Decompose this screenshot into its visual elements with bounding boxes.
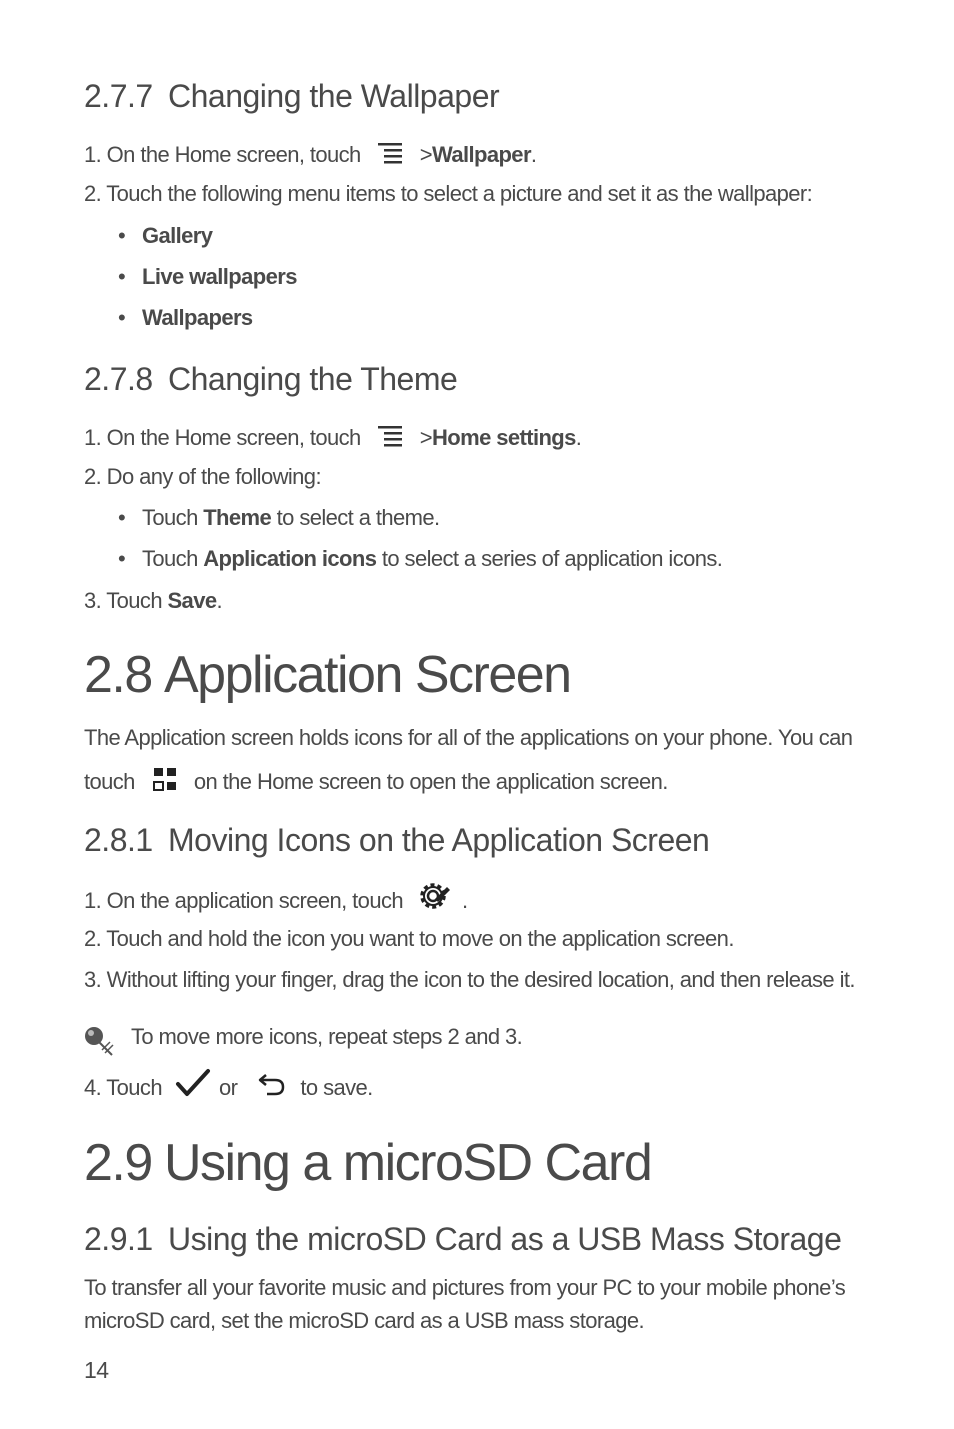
section-number: 2.9.1	[84, 1221, 153, 1257]
option-theme: Theme	[203, 505, 272, 530]
back-arrow-icon	[257, 1071, 287, 1103]
section-title: Using the microSD Card as a USB Mass Storage	[168, 1221, 842, 1257]
checkmark-icon	[175, 1068, 211, 1104]
section-title: Changing the Wallpaper	[168, 78, 500, 114]
gear-icon	[417, 879, 453, 919]
section-heading-2-9-1	[84, 1221, 841, 1258]
move-icons-step-2: 2. Touch and hold the icon you want to move on the application screen.	[84, 926, 734, 951]
section-title: Changing the Theme	[168, 361, 458, 397]
theme-step-1	[84, 423, 581, 455]
text: Touch	[142, 505, 204, 530]
menu-icon	[376, 140, 406, 172]
menu-item-wallpapers: Wallpapers	[142, 305, 253, 330]
text: .	[462, 887, 468, 913]
menu-item-home-settings: Home settings	[431, 424, 576, 450]
option-save: Save	[167, 588, 217, 613]
menu-item-gallery: Gallery	[142, 223, 213, 248]
app-screen-paragraph-line-1: The Application screen holds icons for all of the applications on your phone. You can	[84, 725, 853, 750]
bullet: •	[118, 264, 126, 289]
move-icons-step-3: 3. Without lifting your finger, drag the icon to the desired location, and then release it.	[84, 967, 855, 992]
bullet: •	[118, 305, 126, 330]
move-icons-step-4	[84, 1074, 373, 1104]
section-title: Moving Icons on the Application Screen	[168, 822, 710, 858]
step-punct: .	[530, 141, 537, 167]
list-item	[118, 264, 297, 290]
text: 3. Touch	[84, 588, 168, 613]
text: .	[216, 588, 222, 613]
theme-step-2: 2. Do any of the following:	[84, 464, 321, 489]
wallpaper-step-1	[84, 140, 536, 172]
usb-storage-paragraph-line-2: microSD card, set the microSD card as a USB mass storage.	[84, 1308, 644, 1333]
tip-icon	[84, 1024, 118, 1063]
bullet: •	[118, 505, 126, 530]
step-text: 1. On the Home screen, touch	[84, 141, 361, 167]
section-number: 2.7.8	[84, 361, 153, 397]
list-item	[118, 223, 212, 249]
menu-item-live-wallpapers: Live wallpapers	[142, 264, 297, 289]
text: or	[219, 1074, 238, 1100]
bullet: •	[118, 546, 126, 571]
text: 1. On the application screen, touch	[84, 887, 403, 913]
wallpaper-step-2: 2. Touch the following menu items to select a picture and set it as the wallpaper:	[84, 181, 813, 206]
bullet: •	[118, 223, 126, 248]
step-text: 1. On the Home screen, touch	[84, 424, 361, 450]
tip-text: To move more icons, repeat steps 2 and 3.	[131, 1024, 523, 1049]
list-item	[118, 546, 722, 572]
section-number: 2.8	[84, 646, 152, 704]
section-number: 2.9	[84, 1134, 152, 1192]
section-heading-2-7-8	[84, 361, 457, 398]
section-heading-2-7-7	[84, 78, 499, 115]
menu-item-wallpaper: Wallpaper	[431, 141, 531, 167]
text: to select a series of application icons.	[376, 546, 723, 571]
step-separator: >	[419, 424, 432, 450]
page-number: 14	[84, 1357, 109, 1383]
theme-step-3	[84, 588, 222, 614]
app-grid-icon	[152, 767, 178, 799]
step-punct: .	[575, 424, 582, 450]
text: 4. Touch	[84, 1074, 162, 1100]
text: to save.	[300, 1074, 373, 1100]
option-application-icons: Application icons	[203, 546, 377, 571]
text: touch	[84, 768, 135, 794]
section-number: 2.8.1	[84, 822, 153, 858]
menu-icon	[376, 423, 406, 455]
chapter-heading-2-8	[84, 645, 571, 705]
text: to select a theme.	[271, 505, 440, 530]
usb-storage-paragraph-line-1: To transfer all your favorite music and pictures from your PC to your mobile phone’s	[84, 1275, 846, 1300]
section-title: Application Screen	[164, 646, 571, 704]
section-title: Using a microSD Card	[164, 1134, 652, 1192]
section-number: 2.7.7	[84, 78, 153, 114]
chapter-heading-2-9	[84, 1133, 651, 1193]
text: Touch	[142, 546, 204, 571]
text: on the Home screen to open the application screen.	[193, 768, 668, 794]
move-icons-step-1	[84, 885, 468, 919]
section-heading-2-8-1	[84, 822, 709, 859]
list-item	[118, 505, 440, 531]
list-item	[118, 305, 253, 331]
app-screen-paragraph-line-2	[84, 767, 668, 799]
step-separator: >	[419, 141, 432, 167]
